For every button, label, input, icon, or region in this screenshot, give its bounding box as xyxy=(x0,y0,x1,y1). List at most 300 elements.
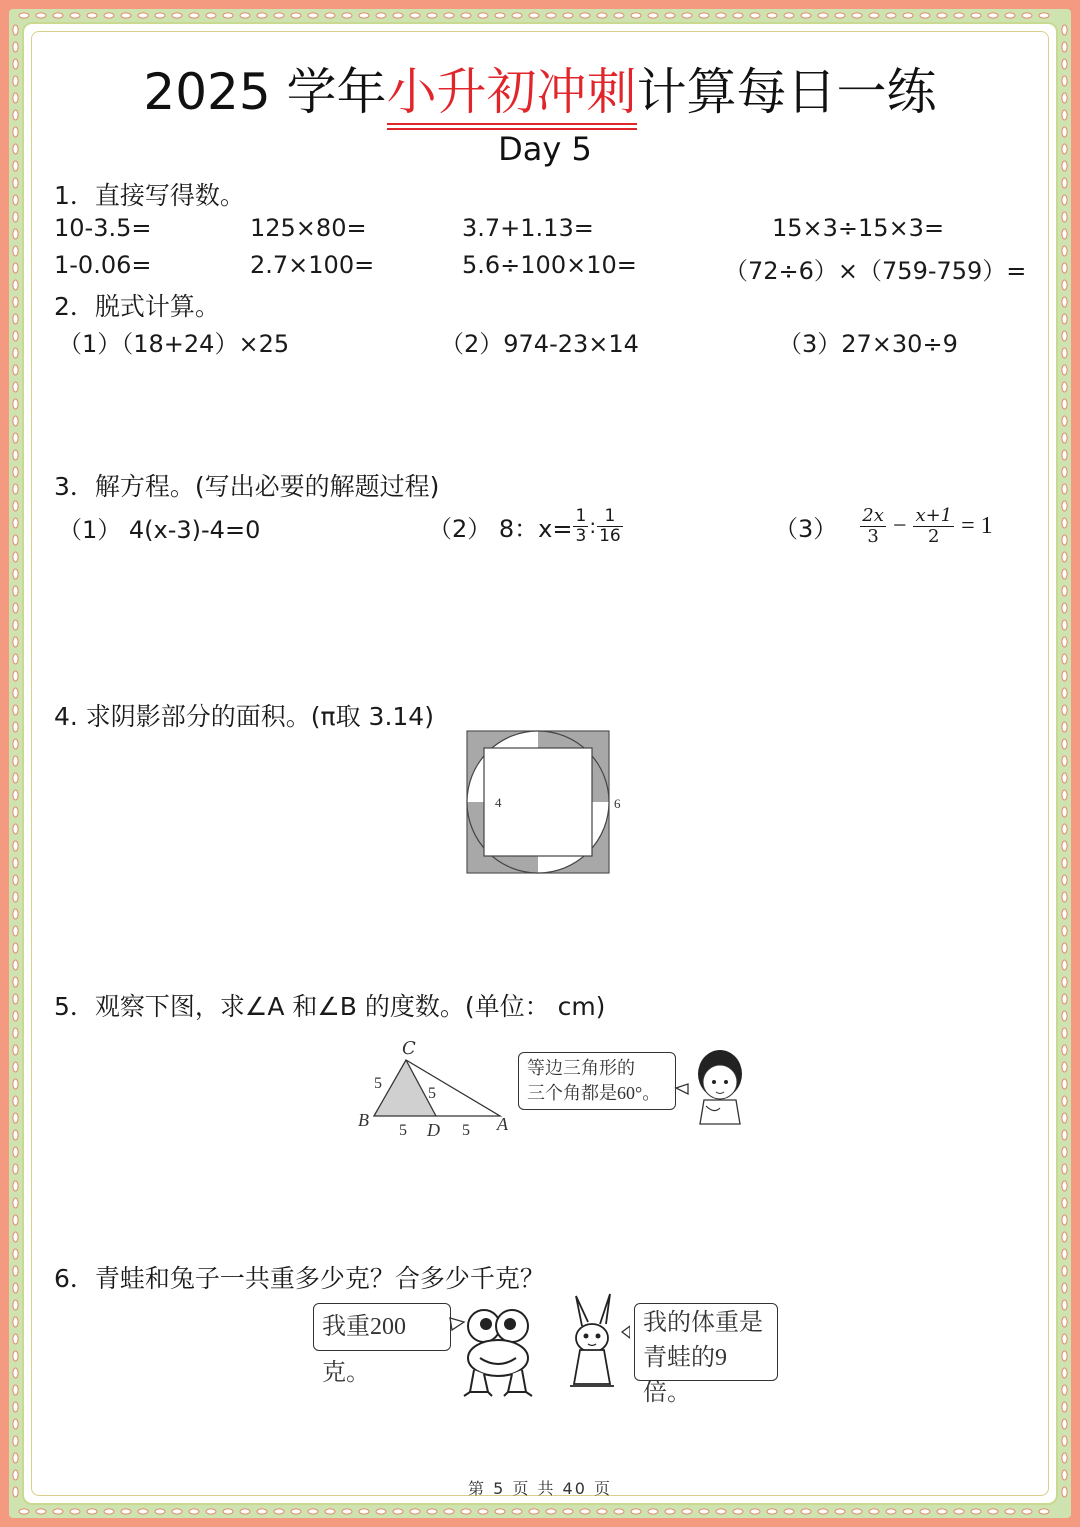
border-dot xyxy=(597,13,607,18)
border-dot xyxy=(1062,1402,1067,1412)
border-dot xyxy=(988,1509,998,1514)
border-dot xyxy=(546,13,556,18)
border-dot xyxy=(546,1509,556,1514)
border-dot xyxy=(1062,1317,1067,1327)
border-dot xyxy=(13,1266,18,1276)
border-dot xyxy=(427,13,437,18)
border-dot xyxy=(1062,501,1067,511)
page-footer: 第 5 页 共 40 页 xyxy=(468,1479,612,1498)
border-dot xyxy=(1022,1509,1032,1514)
border-dot xyxy=(189,13,199,18)
border-dot xyxy=(801,1509,811,1514)
border-dot xyxy=(13,484,18,494)
border-dot xyxy=(1062,1147,1067,1157)
label-d: D xyxy=(427,1120,440,1140)
border-dot xyxy=(1062,1368,1067,1378)
border-dot xyxy=(954,1509,964,1514)
border-dot xyxy=(13,892,18,902)
border-dot xyxy=(240,13,250,18)
border-dot xyxy=(852,13,862,18)
border-dot xyxy=(903,1509,913,1514)
border-dot xyxy=(444,13,454,18)
label-a: A xyxy=(497,1114,508,1134)
border-dot xyxy=(1062,552,1067,562)
border-dot xyxy=(1062,1249,1067,1259)
border-dot xyxy=(13,1317,18,1327)
border-dot xyxy=(767,13,777,18)
border-dot xyxy=(699,1509,709,1514)
border-dot xyxy=(971,13,981,18)
border-dot xyxy=(13,1351,18,1361)
border-dot xyxy=(376,1509,386,1514)
border-dot xyxy=(13,688,18,698)
border-dot xyxy=(937,1509,947,1514)
q1-item: 5.6÷100×10= xyxy=(462,251,637,279)
border-dot xyxy=(903,13,913,18)
border-dot xyxy=(1062,1436,1067,1446)
border-dot xyxy=(682,13,692,18)
length-cd: 5 xyxy=(428,1085,436,1102)
border-dot xyxy=(13,620,18,630)
border-dot xyxy=(13,943,18,953)
border-dot xyxy=(444,1509,454,1514)
page-title xyxy=(0,52,1080,124)
border-dot xyxy=(13,1164,18,1174)
border-dot xyxy=(376,13,386,18)
border-dot xyxy=(580,13,590,18)
border-dot xyxy=(665,1509,675,1514)
border-dot xyxy=(988,13,998,18)
border-dot xyxy=(512,13,522,18)
border-dot xyxy=(1062,977,1067,987)
fraction-2x-over-3: $\frac{2x}{3}$ xyxy=(862,504,884,547)
title-prefix: 2025 学年 xyxy=(143,63,387,121)
q1-item: 3.7+1.13= xyxy=(462,214,594,242)
border-dot xyxy=(13,1028,18,1038)
rabbit-speech-line-1: 我的体重是 xyxy=(643,1310,763,1336)
q1-item: 10-3.5= xyxy=(54,214,152,242)
border-dot xyxy=(1062,824,1067,834)
border-dot xyxy=(13,773,18,783)
border-dot xyxy=(13,1436,18,1446)
border-dot xyxy=(1062,1181,1067,1191)
border-dot xyxy=(563,1509,573,1514)
border-dot xyxy=(1062,960,1067,970)
border-dot xyxy=(852,1509,862,1514)
border-dot xyxy=(1062,756,1067,766)
border-dot xyxy=(13,1283,18,1293)
border-dot xyxy=(665,13,675,18)
border-dot xyxy=(274,1509,284,1514)
border-dot xyxy=(1062,1062,1067,1072)
q1-item: 15×3÷15×3= xyxy=(772,214,945,242)
day-label: Day 5 xyxy=(498,130,592,168)
border-dot xyxy=(13,450,18,460)
border-dot xyxy=(13,603,18,613)
border-dot xyxy=(1039,13,1049,18)
border-dot xyxy=(1062,586,1067,596)
border-dot xyxy=(1062,688,1067,698)
q3-heading: 3．解方程。(写出必要的解题过程) xyxy=(54,472,440,501)
border-dot xyxy=(495,13,505,18)
q2-item: （3）27×30÷9 xyxy=(778,330,958,358)
border-dot xyxy=(13,654,18,664)
border-dot xyxy=(529,1509,539,1514)
border-dot xyxy=(1062,518,1067,528)
border-dot xyxy=(13,722,18,732)
border-dot xyxy=(1062,790,1067,800)
border-dot xyxy=(1062,994,1067,1004)
border-dot xyxy=(1062,433,1067,443)
border-dot xyxy=(1062,229,1067,239)
border-dot xyxy=(1062,1028,1067,1038)
border-dot xyxy=(13,1113,18,1123)
border-dot xyxy=(53,13,63,18)
border-dot xyxy=(750,1509,760,1514)
border-dot xyxy=(886,1509,896,1514)
border-dot xyxy=(13,1011,18,1021)
border-dot xyxy=(937,13,947,18)
border-dot xyxy=(835,13,845,18)
border-dot xyxy=(1062,1334,1067,1344)
border-dot xyxy=(1062,807,1067,817)
border-dot xyxy=(13,552,18,562)
length-bd: 5 xyxy=(399,1122,407,1139)
border-dot xyxy=(1062,348,1067,358)
border-dot xyxy=(682,1509,692,1514)
rabbit-speech-line-2: 青蛙的9倍。 xyxy=(643,1345,727,1406)
border-dot xyxy=(1062,1453,1067,1463)
border-dot xyxy=(784,13,794,18)
border-dot xyxy=(13,1385,18,1395)
border-dot xyxy=(801,13,811,18)
border-dot xyxy=(19,13,29,18)
border-dot xyxy=(13,501,18,511)
border-dot xyxy=(869,1509,879,1514)
q1-item: 2.7×100= xyxy=(250,251,375,279)
border-dot xyxy=(818,1509,828,1514)
border-dot xyxy=(1062,297,1067,307)
title-highlight: 小升初冲刺 xyxy=(387,52,637,124)
border-dot xyxy=(36,13,46,18)
q3-item-1: （1） 4(x-3)-4=0 xyxy=(58,516,261,544)
border-dot xyxy=(699,13,709,18)
border-dot xyxy=(614,1509,624,1514)
border-dot xyxy=(1022,13,1032,18)
border-dot xyxy=(1062,212,1067,222)
border-dot xyxy=(223,1509,233,1514)
hint-line-2: 三个角都是60°。 xyxy=(527,1083,661,1103)
border-dot xyxy=(1062,1079,1067,1089)
border-dot xyxy=(818,13,828,18)
border-dot xyxy=(13,1147,18,1157)
border-dot xyxy=(13,433,18,443)
border-dot xyxy=(342,1509,352,1514)
border-dot xyxy=(13,25,18,35)
border-dot xyxy=(1062,331,1067,341)
frog-illustration xyxy=(448,1300,542,1400)
border-dot xyxy=(1062,858,1067,868)
border-dot xyxy=(291,13,301,18)
border-dot xyxy=(750,13,760,18)
border-dot xyxy=(138,13,148,18)
border-dot xyxy=(13,365,18,375)
fraction-one-third: $\frac{1}{3}$ xyxy=(575,505,587,546)
border-dot xyxy=(13,807,18,817)
border-dot xyxy=(257,13,267,18)
border-dot xyxy=(104,1509,114,1514)
border-dot xyxy=(13,824,18,834)
border-dot xyxy=(1062,637,1067,647)
border-dot xyxy=(13,960,18,970)
border-dot xyxy=(13,705,18,715)
q3-item-2: （2） 8：x= $\frac{1}{3}$ : $\frac{1}{16}$ xyxy=(428,505,621,546)
border-dot xyxy=(13,518,18,528)
border-dot xyxy=(1062,416,1067,426)
border-dot xyxy=(13,1079,18,1089)
border-dot xyxy=(13,671,18,681)
q3-item-2-label: （2） 8：x= xyxy=(428,514,573,543)
title-suffix: 计算每日一练 xyxy=(636,63,937,121)
border-dot xyxy=(189,1509,199,1514)
border-dot xyxy=(580,1509,590,1514)
border-dot xyxy=(13,586,18,596)
border-dot xyxy=(325,13,335,18)
border-dot xyxy=(563,13,573,18)
border-dot xyxy=(1062,314,1067,324)
border-dot xyxy=(631,1509,641,1514)
border-dot xyxy=(1005,1509,1015,1514)
border-dot xyxy=(733,1509,743,1514)
border-dot xyxy=(1062,450,1067,460)
border-dot xyxy=(13,994,18,1004)
border-dot xyxy=(291,1509,301,1514)
fraction-one-sixteenth: $\frac{1}{16}$ xyxy=(599,505,621,546)
border-dot xyxy=(13,263,18,273)
border-dot xyxy=(36,1509,46,1514)
border-dot xyxy=(13,297,18,307)
border-dot xyxy=(1062,1232,1067,1242)
border-dot xyxy=(13,637,18,647)
border-dot xyxy=(206,1509,216,1514)
hint-speech-bubble xyxy=(518,1052,676,1110)
border-dot xyxy=(410,1509,420,1514)
border-dot xyxy=(393,13,403,18)
q5-heading: 5．观察下图，求∠A 和∠B 的度数。(单位： cm) xyxy=(54,992,606,1021)
label-outer-side: 6 xyxy=(614,796,621,811)
border-dot xyxy=(1062,1011,1067,1021)
border-dot xyxy=(1062,246,1067,256)
border-dot xyxy=(512,1509,522,1514)
border-dot xyxy=(1062,875,1067,885)
border-dot xyxy=(104,13,114,18)
border-dot xyxy=(87,1509,97,1514)
border-dot xyxy=(410,13,420,18)
length-bc: 5 xyxy=(374,1075,382,1092)
border-dot xyxy=(1062,909,1067,919)
border-dot xyxy=(1062,365,1067,375)
border-dot xyxy=(13,1198,18,1208)
border-dot xyxy=(13,246,18,256)
border-dot xyxy=(172,1509,182,1514)
rabbit-illustration xyxy=(560,1292,630,1396)
q1-item: （72÷6）×（759-759）= xyxy=(724,257,1027,285)
q3-item-3-label: （3） xyxy=(774,514,838,543)
label-b: B xyxy=(358,1110,369,1130)
border-dot xyxy=(13,399,18,409)
border-dot xyxy=(13,416,18,426)
border-dot xyxy=(529,13,539,18)
border-dot xyxy=(359,1509,369,1514)
q1-heading: 1．直接写得数。 xyxy=(54,181,245,210)
border-dot xyxy=(1062,671,1067,681)
border-dot xyxy=(138,1509,148,1514)
border-dot xyxy=(13,467,18,477)
q2-item: （2）974-23×14 xyxy=(440,330,639,358)
border-dot xyxy=(1062,535,1067,545)
border-dot xyxy=(920,1509,930,1514)
border-dot xyxy=(1062,892,1067,902)
border-dot xyxy=(13,1368,18,1378)
border-dot xyxy=(13,1096,18,1106)
border-dot xyxy=(13,739,18,749)
border-dot xyxy=(461,13,471,18)
border-dot xyxy=(13,348,18,358)
equilateral-triangle-shade xyxy=(374,1060,436,1116)
border-dot xyxy=(1062,1283,1067,1293)
border-dot xyxy=(1062,1130,1067,1140)
border-dot xyxy=(1005,13,1015,18)
border-dot xyxy=(1062,1045,1067,1055)
border-dot xyxy=(13,1334,18,1344)
border-dot xyxy=(393,1509,403,1514)
border-dot xyxy=(1039,1509,1049,1514)
border-dot xyxy=(70,13,80,18)
hint-line-1: 等边三角形的 xyxy=(527,1058,635,1078)
border-dot xyxy=(1062,943,1067,953)
border-dot xyxy=(716,13,726,18)
border-dot xyxy=(13,875,18,885)
border-dot xyxy=(223,13,233,18)
border-dot xyxy=(597,1509,607,1514)
q1-item: 1-0.06= xyxy=(54,251,152,279)
border-dot xyxy=(1062,1198,1067,1208)
border-dot xyxy=(359,13,369,18)
border-dot xyxy=(13,841,18,851)
border-dot xyxy=(342,13,352,18)
q1-item: 125×80= xyxy=(250,214,367,242)
length-da: 5 xyxy=(462,1122,470,1139)
border-dot xyxy=(13,1215,18,1225)
border-dot xyxy=(240,1509,250,1514)
border-dot xyxy=(1062,1113,1067,1123)
border-dot xyxy=(1062,739,1067,749)
border-dot xyxy=(1062,25,1067,35)
border-dot xyxy=(1062,705,1067,715)
border-dot xyxy=(13,178,18,188)
border-dot xyxy=(886,13,896,18)
border-dot xyxy=(716,1509,726,1514)
border-dot xyxy=(1062,722,1067,732)
border-dot xyxy=(1062,1164,1067,1174)
border-dot xyxy=(1062,42,1067,52)
border-dot xyxy=(13,1453,18,1463)
border-dot xyxy=(1062,1385,1067,1395)
border-dot xyxy=(257,1509,267,1514)
border-dot xyxy=(614,13,624,18)
border-dot xyxy=(1062,467,1067,477)
border-dot xyxy=(13,229,18,239)
border-dot xyxy=(1062,1266,1067,1276)
border-dot xyxy=(1062,1351,1067,1361)
triangle-figure xyxy=(352,1034,520,1142)
q4-heading: 4. 求阴影部分的面积。(π取 3.14) xyxy=(54,702,434,731)
border-dot xyxy=(1062,569,1067,579)
border-dot xyxy=(13,926,18,936)
border-dot xyxy=(13,1045,18,1055)
border-dot xyxy=(1062,263,1067,273)
border-dot xyxy=(19,1509,29,1514)
border-dot xyxy=(767,1509,777,1514)
border-dot xyxy=(427,1509,437,1514)
border-dot xyxy=(121,1509,131,1514)
q6-heading: 6．青蛙和兔子一共重多少克？合多少千克？ xyxy=(54,1264,545,1293)
border-dot xyxy=(1062,1300,1067,1310)
border-dot xyxy=(172,13,182,18)
border-dot xyxy=(13,909,18,919)
border-dot xyxy=(461,1509,471,1514)
border-dot xyxy=(13,1062,18,1072)
shaded-area-figure xyxy=(462,726,632,878)
border-dot xyxy=(1062,654,1067,664)
border-dot xyxy=(478,13,488,18)
border-dot xyxy=(1062,1419,1067,1429)
border-dot xyxy=(13,195,18,205)
border-dot xyxy=(13,1419,18,1429)
border-dot xyxy=(835,1509,845,1514)
border-dot xyxy=(1062,382,1067,392)
border-dot xyxy=(648,1509,658,1514)
border-dot xyxy=(13,756,18,766)
border-dot xyxy=(1062,1096,1067,1106)
border-dot xyxy=(70,1509,80,1514)
label-inner-side: 4 xyxy=(495,795,502,810)
border-dot xyxy=(13,977,18,987)
border-dot xyxy=(733,13,743,18)
border-dot xyxy=(1062,603,1067,613)
boy-illustration xyxy=(674,1040,748,1132)
border-dot xyxy=(1062,620,1067,630)
border-dot xyxy=(971,1509,981,1514)
border-dot xyxy=(13,1232,18,1242)
border-dot xyxy=(869,13,879,18)
border-dot xyxy=(13,1300,18,1310)
border-dot xyxy=(13,280,18,290)
border-dot xyxy=(1062,484,1067,494)
border-dot xyxy=(87,13,97,18)
border-dot xyxy=(308,1509,318,1514)
border-dot xyxy=(13,1181,18,1191)
border-dot xyxy=(648,13,658,18)
border-dot xyxy=(13,1249,18,1259)
border-dot xyxy=(13,42,18,52)
border-dot xyxy=(155,1509,165,1514)
border-dot xyxy=(1062,195,1067,205)
border-dot xyxy=(13,331,18,341)
border-dot xyxy=(1062,773,1067,783)
border-dot xyxy=(13,569,18,579)
border-dot xyxy=(1062,178,1067,188)
